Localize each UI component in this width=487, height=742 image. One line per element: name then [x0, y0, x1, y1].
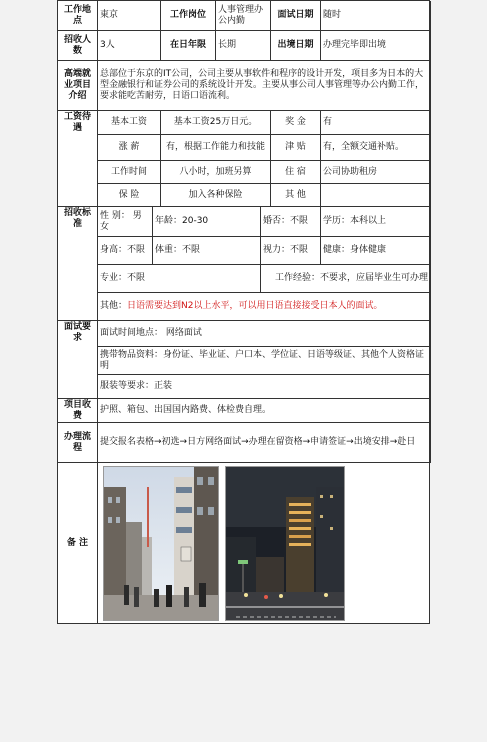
project-description: 总部位于东京的IT公司，公司主要从事软件和程序的设计开发，项目多为日本的大型金融银行和证券公司的系统设计开发。主要从事公司人事管理等办公内勤工作，要求能吃苦耐劳，日语口语流利。 — [98, 61, 431, 111]
bonus-value: 有 — [321, 111, 431, 135]
recruitment-table — [57, 0, 430, 624]
marriage-requirement: 婚否：不限 — [261, 207, 321, 237]
allowance-label: 津 贴 — [271, 135, 321, 161]
education-requirement: 学历：本科以上 — [321, 207, 431, 237]
hours-value: 八小时，加班另算 — [161, 161, 271, 184]
base-salary-value: 基本工资25万日元。 — [161, 111, 271, 135]
fees-label: 项目收费 — [58, 399, 98, 423]
other-value — [321, 184, 431, 207]
housing-label: 住 宿 — [271, 161, 321, 184]
headcount-label: 招收人数 — [58, 31, 98, 61]
base-salary-label: 基本工资 — [98, 111, 161, 135]
work-location-value: 東京 — [98, 1, 161, 31]
insurance-label: 保 险 — [98, 184, 161, 207]
interview-date-value: 随时 — [321, 1, 431, 31]
other-label: 其 他 — [271, 184, 321, 207]
remarks-label: 备 注 — [58, 463, 98, 624]
requirements-label: 招收标准 — [58, 207, 98, 321]
process-label: 办理流程 — [58, 423, 98, 463]
pay-label: 工资待遇 — [58, 111, 98, 207]
position-label: 工作岗位 — [161, 1, 216, 31]
project-label: 高端就业项目介绍 — [58, 61, 98, 111]
health-requirement: 健康：身体健康 — [321, 237, 431, 265]
interview-place: 面试时间地点： 网络面试 — [98, 321, 431, 347]
gender-requirement: 性 别： 男女 — [98, 207, 153, 237]
housing-value: 公司协助租房 — [321, 161, 431, 184]
term-label: 在日年限 — [161, 31, 216, 61]
experience-requirement: 工作经验：不要求，应届毕业生可办理 — [261, 265, 431, 293]
age-requirement: 年龄：20-30 — [153, 207, 261, 237]
japanese-level-requirement: 日语需要达到N2以上水平，可以用日语直接接受日本人的面试。 — [127, 301, 383, 311]
allowance-value: 有，全额交通补贴。 — [321, 135, 431, 161]
street-photo-day — [103, 466, 219, 621]
other-requirement — [98, 293, 431, 321]
insurance-value: 加入各种保险 — [161, 184, 271, 207]
raise-value: 有，根据工作能力和技能 — [161, 135, 271, 161]
term-value: 长期 — [216, 31, 271, 61]
bonus-label: 奖 金 — [271, 111, 321, 135]
work-location-label: 工作地点 — [58, 1, 98, 31]
documents-required: 携带物品资料：身份证、毕业证、户口本、学位证、日语等级证、其他个人资格证明 — [98, 347, 431, 375]
vision-requirement: 视力：不限 — [261, 237, 321, 265]
process-value: 提交报名表格→初选→日方网络面试→办理在留资格→申请签证→出境安排→赴日 — [98, 423, 431, 463]
position-value: 人事管理办公内勤 — [216, 1, 271, 31]
departure-value: 办理完毕即出境 — [321, 31, 431, 61]
hours-label: 工作时间 — [98, 161, 161, 184]
dress-code: 服装等要求：正装 — [98, 375, 431, 399]
raise-label: 涨 薪 — [98, 135, 161, 161]
fees-value: 护照、箱包、出国国内路费、体检费自理。 — [98, 399, 431, 423]
weight-requirement: 体重：不限 — [153, 237, 261, 265]
height-requirement: 身高：不限 — [98, 237, 153, 265]
interview-date-label: 面试日期 — [271, 1, 321, 31]
headcount-value: 3人 — [98, 31, 161, 61]
departure-label: 出境日期 — [271, 31, 321, 61]
other-requirement-label: 其他： — [100, 301, 128, 311]
interview-label: 面试要求 — [58, 321, 98, 399]
major-requirement: 专业：不限 — [98, 265, 261, 293]
city-photo-night — [225, 466, 345, 621]
